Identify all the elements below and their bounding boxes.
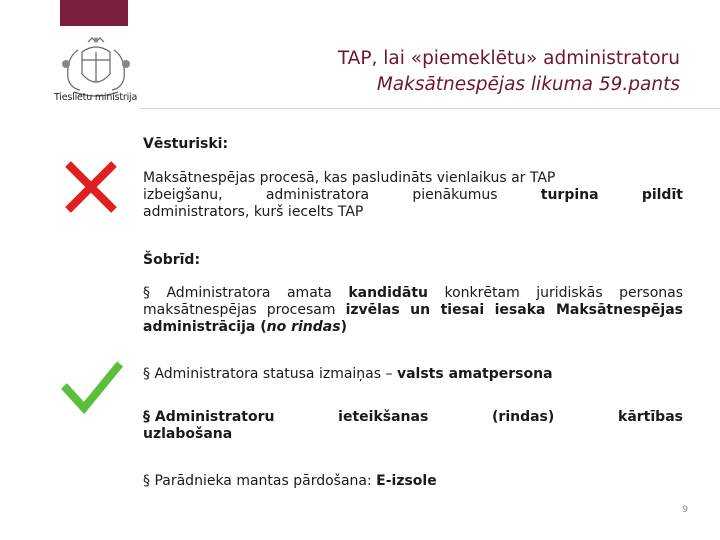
bullet-queue xyxy=(143,409,683,443)
word: turpina xyxy=(540,187,599,203)
bold-text: E-izsole xyxy=(376,473,437,489)
italic-text: no rindas xyxy=(266,319,341,335)
now-heading: Šobrīd: xyxy=(143,252,201,268)
title-line-2: Maksātnespējas likuma 59.pants xyxy=(376,74,680,95)
check-icon xyxy=(60,356,124,416)
bold-text: ) xyxy=(340,319,347,335)
word: kārtības xyxy=(618,409,683,425)
bold-text: izvēlas un tiesai iesaka Maksātnespējas administrācija ( xyxy=(143,302,683,335)
bold-text: kandidātu xyxy=(348,285,429,301)
historic-heading: Vēsturiski: xyxy=(143,136,229,152)
top-accent-bar xyxy=(60,0,128,26)
bullet-auction xyxy=(143,473,683,490)
historic-line-1: Maksātnespējas procesā, kas pasludināts vienlaikus ar TAP xyxy=(143,170,556,186)
header-divider xyxy=(140,108,720,109)
word: administratora xyxy=(265,187,370,203)
word: (rindas) xyxy=(492,409,555,425)
word: ieteikšanas xyxy=(338,409,429,425)
title-line-1: TAP, lai «piemeklētu» administratoru xyxy=(337,48,680,69)
word: izbeigšanu, xyxy=(143,187,223,203)
bullet-candidate xyxy=(143,285,683,336)
bullet-queue-line-2: uzlabošana xyxy=(143,426,233,442)
bullet-queue-line-1 xyxy=(143,409,683,426)
bullet-status xyxy=(143,366,683,383)
ministry-label: Tieslietu ministrija xyxy=(54,92,138,103)
page-number: 9 xyxy=(682,505,688,515)
word: pienākumus xyxy=(412,187,498,203)
page-title xyxy=(160,46,680,98)
cross-icon xyxy=(62,158,120,216)
historic-line-2 xyxy=(143,187,683,204)
bullet-text: § Administratora statusa izmaiņas – xyxy=(143,366,397,382)
historic-line-3: administrators, kurš iecelts TAP xyxy=(143,204,364,220)
word: § Administratoru xyxy=(143,409,275,425)
bullet-text: § Administratora amata xyxy=(143,285,349,301)
bullet-text: konkrētam juridiskās personas maksātnespējas procesam xyxy=(143,285,684,318)
historic-paragraph xyxy=(143,170,683,221)
word: pildīt xyxy=(641,187,683,203)
bold-text: valsts amatpersona xyxy=(396,366,553,382)
bullet-text: § Parādnieka mantas pārdošana: xyxy=(143,473,377,489)
